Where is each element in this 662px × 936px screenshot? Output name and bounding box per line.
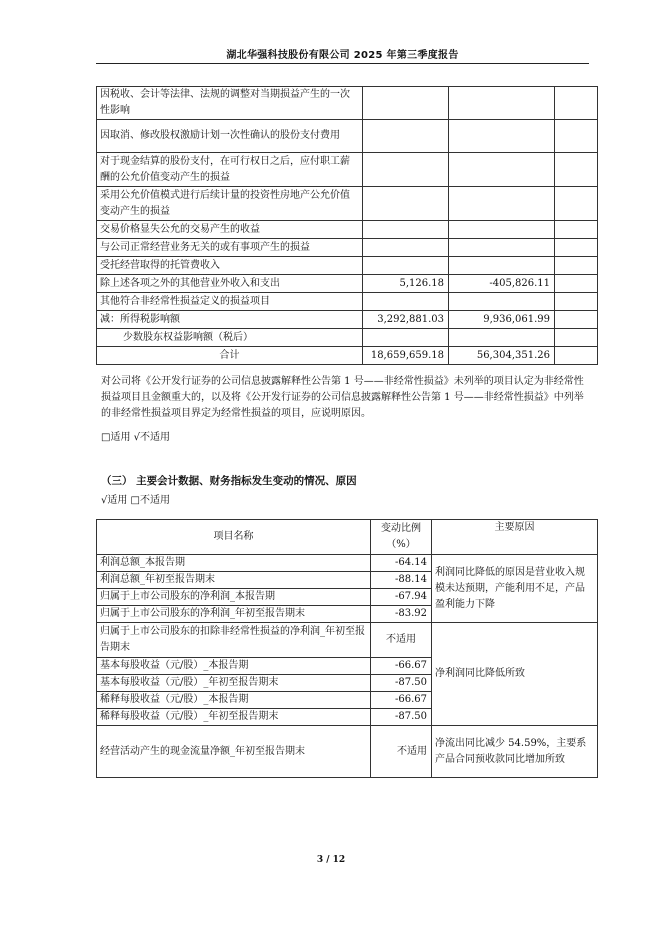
header-divider (96, 63, 589, 64)
applicability-checkbox: □适用 √不适用 (101, 432, 170, 443)
row-label: 除上述各项之外的其他营业外收入和支出 (97, 275, 363, 293)
item-name: 稀释每股收益（元/股）_本报告期 (97, 692, 371, 709)
table-row (97, 257, 598, 275)
ytd-value (449, 293, 555, 311)
remark-cell (555, 153, 598, 187)
item-name: 稀释每股收益（元/股）_年初至报告期末 (97, 709, 371, 726)
row-label: 对于现金结算的股份支付，在可行权日之后，应付职工薪酬的公允价值变动产生的损益 (97, 153, 363, 187)
item-name: 基本每股收益（元/股）_年初至报告期末 (97, 675, 371, 692)
current-period-value (363, 293, 449, 311)
row-label: 少数股东权益影响额（税后） (97, 329, 363, 347)
remark-cell (555, 275, 598, 293)
table-row (97, 293, 598, 311)
reason-cell: 净流出同比减少 54.59%，主要系产品合同预收款同比增加所致 (432, 726, 598, 778)
remark-cell (555, 221, 598, 239)
table-row (97, 221, 598, 239)
reason-cell: 利润同比降低的原因是营业收入规模未达预期，产能利用不足，产品盈利能力下降 (432, 555, 598, 623)
key-indicator-change-table (96, 519, 598, 778)
remark-cell (555, 187, 598, 221)
table-header-row (97, 520, 598, 555)
table-row (97, 329, 598, 347)
row-label: 与公司正常经营业务无关的或有事项产生的损益 (97, 239, 363, 257)
row-label: 采用公允价值模式进行后续计量的投资性房地产公允价值变动产生的损益 (97, 187, 363, 221)
table-row (97, 187, 598, 221)
item-name: 利润总额_本报告期 (97, 555, 371, 572)
row-label: 受托经营取得的托管费收入 (97, 257, 363, 275)
change-ratio: -64.14 (371, 555, 432, 572)
remark-cell (555, 293, 598, 311)
current-period-value (363, 239, 449, 257)
table-row-total (97, 347, 598, 365)
ytd-value (449, 329, 555, 347)
table-row (97, 275, 598, 293)
current-period-value (363, 221, 449, 239)
current-period-value (363, 187, 449, 221)
change-ratio: 不适用 (371, 726, 432, 778)
item-name: 归属于上市公司股东的扣除非经常性损益的净利润_年初至报告期末 (97, 623, 371, 658)
change-ratio: -66.67 (371, 658, 432, 675)
reason-cell: 净利润同比降低所致 (432, 623, 598, 726)
remark-cell (555, 120, 598, 153)
item-name: 归属于上市公司股东的净利润_本报告期 (97, 589, 371, 606)
remark-cell (555, 257, 598, 275)
table-row (97, 311, 598, 329)
table-row (97, 623, 598, 658)
row-label: 其他符合非经常性损益定义的损益项目 (97, 293, 363, 311)
current-period-value (363, 329, 449, 347)
current-period-value (363, 153, 449, 187)
row-label: 交易价格显失公允的交易产生的收益 (97, 221, 363, 239)
current-period-value (363, 120, 449, 153)
ytd-value: 9,936,061.99 (449, 311, 555, 329)
change-ratio: -83.92 (371, 606, 432, 623)
total-current-period: 18,659,659.18 (363, 347, 449, 365)
header-change-ratio: 变动比例（%） (371, 520, 432, 555)
explanation-note: 对公司将《公开发行证券的公司信息披露解释性公告第 1 号——非经常性损益》未列举的项目认定为非经常性损益项目且金额重大的，以及将《公开发行证券的公司信息披露解释性公告第 1 号——非经常性损益》中列举的非经常性损益项目界定为经常性损益的项目，应说明原因。 (101, 376, 584, 419)
remark-cell (555, 329, 598, 347)
current-period-value (363, 257, 449, 275)
table-row (97, 120, 598, 153)
current-period-value: 3,292,881.03 (363, 311, 449, 329)
header-main-reason: 主要原因 (432, 520, 598, 555)
change-ratio: 不适用 (371, 623, 432, 658)
item-name: 经营活动产生的现金流量净额_年初至报告期末 (97, 726, 371, 778)
ytd-value (449, 221, 555, 239)
item-name: 基本每股收益（元/股）_本报告期 (97, 658, 371, 675)
table-row (97, 239, 598, 257)
remark-cell (555, 87, 598, 120)
header-item-name: 项目名称 (97, 520, 371, 555)
item-name: 利润总额_年初至报告期末 (97, 572, 371, 589)
section-applicability-checkbox: √适用 □不适用 (101, 495, 170, 506)
change-ratio: -67.94 (371, 589, 432, 606)
remark-cell (555, 311, 598, 329)
total-ytd: 56,304,351.26 (449, 347, 555, 365)
total-label: 合计 (97, 347, 363, 365)
change-ratio: -87.50 (371, 709, 432, 726)
remark-cell (555, 347, 598, 365)
ytd-value (449, 257, 555, 275)
report-header: 湖北华强科技股份有限公司 2025 年第三季度报告 (226, 50, 459, 61)
item-name: 归属于上市公司股东的净利润_年初至报告期末 (97, 606, 371, 623)
table-row (97, 726, 598, 778)
table-row (97, 555, 598, 572)
table-row (97, 153, 598, 187)
remark-cell (555, 239, 598, 257)
row-label: 减：所得税影响额 (97, 311, 363, 329)
ytd-value (449, 87, 555, 120)
section-title: （三） 主要会计数据、财务指标发生变动的情况、原因 (101, 475, 357, 487)
ytd-value: -405,826.11 (449, 275, 555, 293)
ytd-value (449, 153, 555, 187)
row-label: 因取消、修改股权激励计划一次性确认的股份支付费用 (97, 120, 363, 153)
table-row (97, 87, 598, 120)
current-period-value (363, 87, 449, 120)
ytd-value (449, 239, 555, 257)
ytd-value (449, 120, 555, 153)
change-ratio: -66.67 (371, 692, 432, 709)
ytd-value (449, 187, 555, 221)
page-number: 3 / 12 (316, 855, 346, 865)
non-recurring-gains-table (96, 86, 598, 365)
row-label: 因税收、会计等法律、法规的调整对当期损益产生的一次性影响 (97, 87, 363, 120)
current-period-value: 5,126.18 (363, 275, 449, 293)
change-ratio: -88.14 (371, 572, 432, 589)
change-ratio: -87.50 (371, 675, 432, 692)
